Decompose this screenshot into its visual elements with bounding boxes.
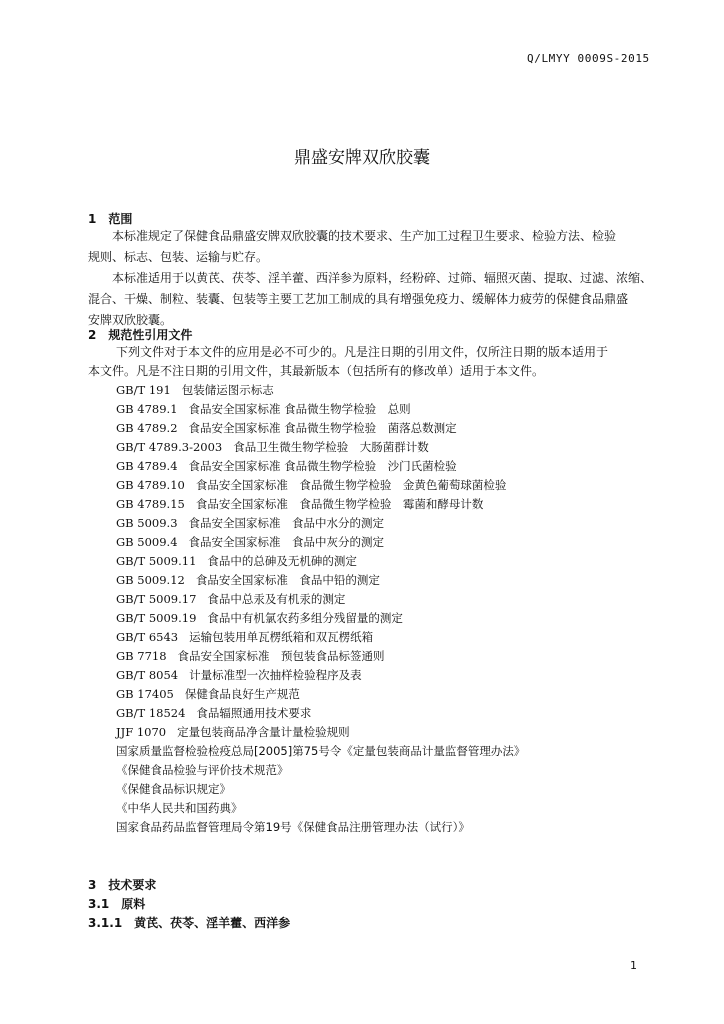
reference-title: 保健食品良好生产规范 [184, 687, 300, 701]
reference-code: GB/T 191 [116, 383, 171, 397]
reference-title: 计量标准型一次抽样检验程序及表 [189, 668, 362, 682]
reference-title: 食品安全国家标准 食品微生物学检验 总则 [188, 402, 411, 416]
reference-code: GB/T 18524 [116, 706, 186, 720]
page-number: 1 [630, 959, 637, 972]
reference-item [116, 609, 525, 628]
reference-title: 食品安全国家标准 食品中铅的测定 [195, 573, 380, 587]
reference-title: 食品中的总砷及无机砷的测定 [207, 554, 357, 568]
document-title: 鼎盛安牌双欣胶囊 [294, 148, 430, 168]
reference-title: 食品中总汞及有机汞的测定 [207, 592, 346, 606]
reference-item [116, 818, 525, 837]
reference-code: GB 4789.15 [116, 497, 185, 511]
reference-title: 食品安全国家标准 食品微生物学检验 沙门氏菌检验 [188, 459, 457, 473]
reference-item [116, 742, 525, 761]
reference-title: 食品安全国家标准 食品中水分的测定 [188, 516, 385, 530]
section-2-line: 本文件。凡是不注日期的引用文件，其最新版本（包括所有的修改单）适用于本文件。 [88, 364, 545, 378]
section-2-heading: 2 规范性引用文件 [88, 328, 193, 342]
section-1-line: 本标准规定了保健食品鼎盛安牌双欣胶囊的技术要求、生产加工过程卫生要求、检验方法、检验 [112, 229, 617, 243]
section-3-1-heading: 3.1 原料 [88, 897, 146, 911]
reference-item [116, 761, 525, 780]
reference-item [116, 438, 525, 457]
reference-code: GB/T 8054 [116, 668, 179, 682]
reference-code: GB 5009.3 [116, 516, 178, 530]
reference-item [116, 533, 525, 552]
reference-title: 《中华人民共和国药典》 [116, 801, 243, 815]
reference-item [116, 514, 525, 533]
reference-title: 《保健食品检验与评价技术规范》 [116, 763, 289, 777]
reference-item [116, 799, 525, 818]
reference-code: GB 4789.1 [116, 402, 178, 416]
reference-code: GB/T 4789.3-2003 [116, 440, 223, 454]
reference-item [116, 704, 525, 723]
reference-title: 食品安全国家标准 食品中灰分的测定 [188, 535, 385, 549]
section-3-heading: 3 技术要求 [88, 878, 157, 892]
reference-code: GB/T 5009.17 [116, 592, 197, 606]
reference-code: GB 17405 [116, 687, 174, 701]
reference-title: 食品安全国家标准 食品微生物学检验 金黄色葡萄球菌检验 [195, 478, 507, 492]
reference-item [116, 723, 525, 742]
reference-item [116, 476, 525, 495]
section-2-line: 下列文件对于本文件的应用是必不可少的。凡是注日期的引用文件，仅所注日期的版本适用于 [116, 345, 609, 359]
reference-title: 食品安全国家标准 食品微生物学检验 霉菌和酵母计数 [195, 497, 484, 511]
reference-code: JJF 1070 [116, 725, 167, 739]
reference-title: 食品安全国家标准 食品微生物学检验 菌落总数测定 [188, 421, 457, 435]
reference-title: 运输包装用单瓦楞纸箱和双瓦楞纸箱 [189, 630, 374, 644]
reference-code: GB 7718 [116, 649, 167, 663]
section-1-line: 安牌双欣胶囊。 [88, 313, 173, 327]
reference-item [116, 571, 525, 590]
reference-item [116, 495, 525, 514]
reference-code: GB 5009.4 [116, 535, 178, 549]
section-1-line: 混合、干燥、制粒、装囊、包装等主要工艺加工制成的具有增强免疫力、缓解体力疲劳的保健食品鼎盛 [88, 292, 629, 306]
reference-item [116, 628, 525, 647]
reference-item [116, 685, 525, 704]
reference-title: 食品安全国家标准 预包装食品标签通则 [177, 649, 385, 663]
section-1-heading: 1 范围 [88, 212, 133, 226]
section-1-line: 本标准适用于以黄芪、茯苓、淫羊藿、西洋参为原料，经粉碎、过筛、辐照灭菌、提取、过滤、浓缩、 [112, 271, 653, 285]
reference-title: 食品辐照通用技术要求 [196, 706, 312, 720]
section-3-1-1-heading: 3.1.1 黄芪、茯苓、淫羊藿、西洋参 [88, 916, 291, 930]
reference-list [116, 381, 525, 837]
reference-item [116, 457, 525, 476]
reference-title: 食品卫生微生物学检验 大肠菌群计数 [233, 440, 429, 454]
reference-item [116, 780, 525, 799]
reference-code: GB/T 6543 [116, 630, 179, 644]
document-code: Q/LMYY 0009S-2015 [527, 52, 650, 65]
reference-title: 《保健食品标识规定》 [116, 782, 231, 796]
reference-code: GB 4789.4 [116, 459, 178, 473]
reference-item [116, 590, 525, 609]
section-1-line: 规则、标志、包装、运输与贮存。 [88, 250, 269, 264]
reference-title: 国家质量监督检验检疫总局[2005]第75号令《定量包装商品计量监督管理办法》 [116, 744, 526, 758]
reference-title: 食品中有机氯农药多组分残留量的测定 [207, 611, 403, 625]
reference-item [116, 666, 525, 685]
reference-code: GB/T 5009.11 [116, 554, 197, 568]
reference-title: 包装储运图示标志 [181, 383, 274, 397]
reference-code: GB/T 5009.19 [116, 611, 197, 625]
reference-item [116, 419, 525, 438]
reference-code: GB 4789.10 [116, 478, 185, 492]
reference-item [116, 400, 525, 419]
reference-item [116, 381, 525, 400]
reference-title: 国家食品药品监督管理局令第19号《保健食品注册管理办法（试行）》 [116, 820, 470, 834]
reference-code: GB 4789.2 [116, 421, 178, 435]
reference-code: GB 5009.12 [116, 573, 185, 587]
reference-title: 定量包装商品净含量计量检验规则 [177, 725, 350, 739]
reference-item [116, 552, 525, 571]
reference-item [116, 647, 525, 666]
